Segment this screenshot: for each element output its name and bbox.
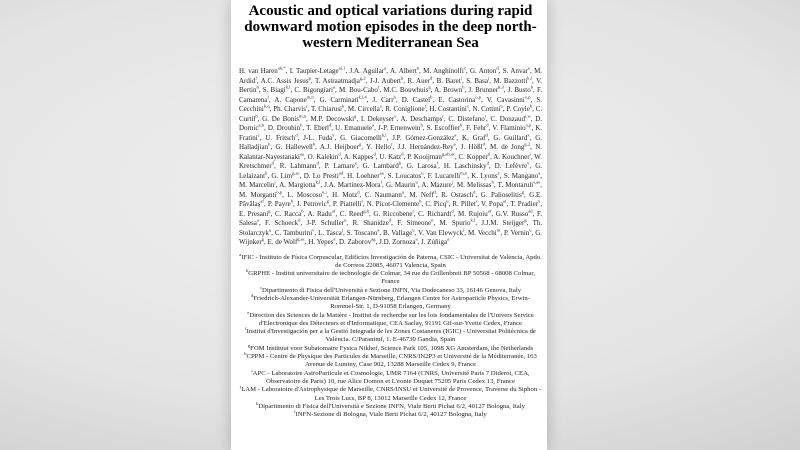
author: J. Brunner$^{h,3}$ (468, 84, 504, 94)
author: J.P. Gómez-González$^a$ (392, 132, 457, 142)
author: A. Mazure$^j$ (421, 179, 453, 189)
author: U. Fritsch$^d$ (265, 132, 298, 142)
author: P. Kooijman$^{g,ab,ac}$ (407, 151, 455, 161)
author-list: H. van Haren$^{ah,*}$, I. Taupier-Letage$^{ai,1}$, J.A. Aguilar$^a$, A. Albert$^b$, M. Anghinolfi$^c$, G. Anton$^d$, S. Anvar$^e$, M. Ardid$^f$, A.C. Assis Jesus$^g$, T. Astraatmadja$^{g,2}$, J-J. Aubert$^h$, R. Auer$^d$, B. Baret$^i$, S. Basa$^j$, M. Bazzotti$^{k,l}$, V. Bertin$^h$, S. Biagi$^{k,l}$, C. Bigongiari$^a$, M. Bou-Cabo$^f$, M.C. Bouwhuis$^g$, A. Brown$^h$, J. Brunner$^{h,3}$, J. Busto$^h$, F. Camarena$^f$, A. Capone$^{m,n}$, G. Carminati$^{k,l,4}$, J. Carr$^h$, D. Castel$^b$, E. Castorina$^{o,p}$, V. Cavasinni$^{o,p}$, S. Cecchini$^{k,q}$, Ph. Charvis$^r$, T. Chiarusi$^k$, M. Circella$^s$, R. Coniglione$^t$, H. Costantini$^c$, N. Cottini$^u$, P. Coyle$^h$, C. Curtil$^h$, G. De Bonis$^{m,n}$, M.P. Decowski$^g$, I. Dekeyser$^v$, A. Deschamps$^r$, C. Distefano$^t$, C. Donzaud$^{i,w}$, D. Dornic$^{a,h}$, D. Drouhin$^b$, T. Eberl$^d$, U. Emanuele$^a$, J-P. Ernenwein$^h$, S. Escoffier$^h$, F. Fehr$^d$, V. Flaminio$^{o,p}$, K. Fratini$^c$, U. Fritsch$^d$, J-L. Fuda$^v$, G. Giacomelli$^{k,l}$, J.P. Gómez-González$^a$, K. Graf$^d$, G. Guillard$^x$, G. Halladjian$^h$, G. Hallewell$^h$, A.J. Heijboer$^g$, Y. Hello$^r$, J.J. Hernández-Rey$^a$, J. Hößl$^d$, M. de Jong$^{g,2}$, N. Kalantar-Nayestanaki$^{aa}$, O. Kalekin$^d$, A. Kappes$^d$, U. Katz$^d$, P. Kooijman$^{g,ab,ac}$, C. Kopper$^d$, A. Kouchner$^i$, W. Kretschmer$^d$, R. Lahmann$^d$, P. Lamare$^e$, G. Lambard$^h$, G. Larosa$^f$, H. Laschinsky$^d$, D. Lefèvre$^v$, G. Lelaizant$^h$, G. Lim$^{g,ac}$, D. Lo Presti$^{ad}$, H. Loehner$^{aa}$, S. Loucatos$^u$, F. Lucarelli$^{m,n}$, K. Lyons$^x$, S. Mangano$^a$, M. Marcelin$^j$, A. Margiotta$^{k,l}$, J.A. Martinez-Mora$^f$, G. Maurin$^u$, A. Mazure$^j$, M. Melissas$^h$, T. Montaruli$^{s,ae}$, M. Morganti$^{o,p}$, L. Moscoso$^{u,i}$, H. Motz$^d$, C. Naumann$^u$, M. Neff$^d$, R. Ostasch$^d$, G. Palioselitis$^g$, G.E. Păvălaş$^{af}$, P. Payre$^h$, J. Petrovic$^g$, P. Piattelli$^t$, N. Picot-Clemente$^h$, C. Picq$^u$, R. Pillet$^r$, V. Popa$^{af}$, T. Pradier$^x$, E. Presani$^g$, C. Racca$^b$, A. Radu$^{af}$, C. Reed$^{g,h}$, G. Riccobene$^t$, C. Richardt$^d$, M. Rujoiu$^{af}$, G.V. Russo$^{ad}$, F. Salesa$^a$, F. Schoeck$^d$, J-P. Schuller$^u$, R. Shanidze$^d$, F. Simeone$^n$, M. Spurio$^{k,l}$, J.J.M. Steijger$^g$, Th. Stolarczyk$^u$, C. Tamburini$^v$, L. Tasca$^j$, S. Toscano$^a$, B. Vallage$^u$, V. Van Elewyck$^i$, M. Vecchi$^m$, P. Vernin$^u$, G. Wijnker$^g$, E. de Wolf$^{g,ac}$, H. Yepes$^a$, D. Zaborov$^{ag}$, J.D. Zornoza$^a$, J. Zúñiga$^a$ (239, 65, 543, 246)
author: C. Distefano$^t$ (448, 113, 487, 123)
author: K. Fratini$^c$ (239, 124, 543, 142)
author: M. Neff$^d$ (409, 189, 436, 199)
author: J-L. Fuda$^v$ (303, 132, 335, 142)
author: R. Ostasch$^d$ (441, 189, 476, 199)
author: D. Lefèvre$^v$ (494, 160, 530, 170)
author: A. Margiotta$^{k,l}$ (279, 179, 321, 189)
author: G. Larosa$^f$ (406, 160, 439, 170)
affiliation: $^d$Friedrich-Alexander-Universität Erlangen-Nürnberg, Erlangen Centre for Astroparticle Physics, Erwin-Rommel-Str. 1, D-91058 Erlangen, Germany (251, 292, 530, 311)
author: J. Petrovic$^g$ (296, 198, 330, 208)
author: G. Riccobene$^t$ (373, 208, 414, 218)
author: F. Fehr$^d$ (466, 122, 489, 132)
author: C. Curtil$^h$ (239, 105, 543, 123)
author: G. Anton$^d$ (470, 65, 499, 75)
affiliation: $^a$IFIC - Instituto de Física Corpuscular, Edificios Investigación de Paterna, CSIC - Universitat de València, Apdo. de Correos 22085, 46071 Valencia, Spain (239, 251, 542, 269)
author: P. Piattelli$^t$ (332, 198, 363, 208)
author: M. Vecchi$^m$ (467, 227, 501, 237)
author: F. Simeone$^n$ (397, 217, 434, 227)
author: M. Marcelin$^j$ (239, 179, 276, 189)
author: N. Kalantar-Nayestanaki$^{aa}$ (239, 143, 543, 161)
author: D. Dornic$^{a,h}$ (239, 114, 543, 132)
author: H. Loehner$^{aa}$ (347, 170, 384, 180)
author: S. Mangano$^a$ (503, 170, 541, 180)
author: A. Albert$^b$ (389, 65, 419, 75)
author: M. Spurio$^{k,l}$ (439, 217, 476, 227)
author: J. Busto$^h$ (507, 84, 534, 94)
affiliation: $^j$LAM - Laboratoire d'Astrophysique de Marseille, CNRS/INSU et Université de Provence, Traverse du Siphon - Les Trois Lucs, BP 8, 13012 Marseille Cedex 12, France (239, 384, 542, 402)
author: G.E. Păvălaş$^{af}$ (239, 190, 543, 208)
author: V. Cavasinni$^{o,p}$ (486, 94, 531, 104)
author: G. Lelaizant$^h$ (239, 162, 543, 180)
author: Ph. Charvis$^r$ (273, 103, 308, 113)
author: E. Castorina$^{o,p}$ (438, 94, 481, 104)
author: J.J. Hernández-Rey$^a$ (397, 141, 456, 151)
author: U. Katz$^d$ (379, 151, 404, 161)
author: A. Kouchner$^i$ (493, 151, 531, 161)
author: Y. Hello$^r$ (366, 141, 393, 151)
author: A. Kappes$^d$ (343, 151, 376, 161)
author: F. Camarena$^f$ (239, 86, 543, 104)
affiliation: $^l$INFN-Sezione di Bologna, Viale Berti Pichat 6/2, 40127 Bologna, Italy (294, 408, 487, 419)
author: M. de Jong$^{g,2}$ (489, 141, 531, 151)
author: P. Payre$^h$ (267, 198, 293, 208)
author: O. Kalekin$^d$ (307, 151, 341, 161)
author: G. Guillard$^x$ (493, 132, 530, 142)
author: R. Lahmann$^d$ (279, 160, 319, 170)
author: J. Zúñiga$^a$ (421, 236, 450, 246)
author: S. Cecchini$^{k,q}$ (239, 95, 543, 113)
author: T. Chiarusi$^k$ (310, 103, 345, 113)
author: D. Castel$^b$ (401, 94, 433, 104)
author: A. Brown$^h$ (434, 84, 465, 94)
author: M. Anghinolfi$^c$ (423, 65, 466, 75)
author: C. Reed$^{g,h}$ (339, 208, 369, 218)
author: S. Anvar$^e$ (502, 65, 530, 75)
author: A. Radu$^{af}$ (307, 208, 336, 218)
author: J.A. Aguilar$^a$ (349, 65, 387, 75)
affiliation: $^h$CPPM - Centre de Physique des Particules de Marseille, CNRS/IN2P3 et Université de la Méditerranée, 163 Avenue de Luminy, Case 902, 13288 Marseille Cedex 9, France (244, 350, 537, 369)
author: C. Racca$^b$ (275, 208, 304, 218)
author: C. Bigongiari$^a$ (294, 84, 335, 94)
author: M.P. Decowski$^g$ (310, 113, 357, 123)
author: J.J.M. Steijger$^g$ (481, 217, 527, 227)
author: T. Eberl$^d$ (306, 122, 332, 132)
author: V. Van Elewyck$^i$ (418, 227, 465, 237)
author: M. Rujoiu$^{af}$ (458, 208, 492, 218)
author: F. Schoeck$^d$ (265, 217, 301, 227)
author: K. Graf$^d$ (461, 132, 488, 142)
author: J-J. Aubert$^h$ (369, 75, 404, 85)
affiliation: $^e$Direction des Sciences de la Matière - Institut de recherche sur les lois fondamentales de l'Univers Service d'Electronique des Détecteurs et d'Informatique, CEA Saclay, 91191 Gif-sur-Yvette Cedex, France (247, 309, 534, 327)
author: C. Naumann$^u$ (364, 189, 405, 199)
author: H. van Haren$^{ah,*}$ (239, 65, 286, 75)
author: S. Loucatos$^u$ (387, 170, 424, 180)
author: K. Lyons$^x$ (471, 170, 500, 180)
author: J.D. Zornoza$^a$ (379, 236, 418, 246)
author: D. Drouhin$^b$ (267, 122, 303, 132)
author: C. Tamburini$^v$ (274, 227, 315, 237)
author: G. Lim$^{g,ac}$ (271, 170, 300, 180)
affiliation: $^c$Dipartimento di Fisica dell'Università e Sezione INFN, Via Dodecaneso 33, 16146 Genova, Italy (259, 284, 522, 294)
author: P. Lamare$^e$ (324, 160, 357, 170)
author: S. Biagi$^{k,l}$ (262, 84, 291, 94)
author: H. Motz$^d$ (332, 189, 360, 199)
author: R. Shanidze$^d$ (352, 217, 392, 227)
author: G. Carminati$^{k,l,4}$ (319, 94, 367, 104)
author: S. Basa$^j$ (466, 75, 490, 85)
author: C. Picq$^u$ (425, 198, 449, 208)
author: G. Palioselitis$^g$ (480, 189, 524, 199)
author: C. Donzaud$^{i,w}$ (490, 113, 531, 123)
author: P. Vernin$^u$ (503, 227, 532, 237)
author: T. Montaruli$^{s,ae}$ (497, 179, 541, 189)
author: W. Kretschmer$^d$ (239, 152, 543, 170)
author: G.V. Russo$^{ad}$ (495, 208, 533, 218)
author: R. Pillet$^r$ (452, 198, 478, 208)
author: E. Presani$^g$ (239, 208, 271, 218)
author: J.A. Martinez-Mora$^f$ (324, 179, 383, 189)
author: E. de Wolf$^{g,ac}$ (267, 236, 305, 246)
affiliation: $^i$APC - Laboratoire AstroParticule et Cosmologie, UMR 7164 (CNRS, Université Paris 7 Diderot, CEA, Observatoire de Paris) 10, rue Alice Domon et L'eonie Duquet 75205 Paris Cedex 13, France (251, 367, 530, 385)
affiliation-list (239, 251, 542, 420)
author: M. Morganti$^{o,p}$ (239, 189, 283, 199)
author: R. Auer$^d$ (407, 75, 433, 85)
author: D. Zaborov$^{ag}$ (338, 236, 376, 246)
affiliation: $^b$GRPHE - Institut universitaire de technologie de Colmar, 34 rue du Grillenbreit BP 50568 - 68008 Colmar, France (245, 267, 536, 286)
author: P. Coyle$^h$ (506, 103, 533, 113)
author: G. Maurin$^u$ (385, 179, 418, 189)
author: I. Taupier-Letage$^{ai,1}$ (289, 65, 346, 75)
author: H. Laschinsky$^d$ (443, 160, 489, 170)
author: M. Melissas$^h$ (456, 179, 494, 189)
affiliation: $^g$FOM Instituut voor Subatomaire Fysica Nikhef, Science Park 105, 1098 XG Amsterdam, the Netherlands (247, 342, 534, 352)
paper-page (231, 0, 547, 450)
author: G. Halladjian$^h$ (239, 133, 543, 151)
author: B. Vallage$^u$ (383, 227, 415, 237)
author: M. Bazzotti$^{k,l}$ (493, 75, 532, 85)
author: C. Richardt$^d$ (418, 208, 454, 218)
author: G. Giacomelli$^{k,l}$ (340, 132, 387, 142)
affiliation: $^f$Institut d'Investigación per a la Gestió Integrada de les Zones Costaneres (IGIC) - Universitat Politècnica de València. C/Paranimf, 1. E-46730 Gandia, Spain (245, 325, 536, 344)
author: G. Wijnker$^g$ (239, 228, 543, 246)
author: A.J. Heijboer$^g$ (319, 141, 362, 151)
paper-title: Acoustic and optical variations during rapid downward motion episodes in the deep north-western Mediterranean Sea (244, 3, 537, 51)
author: R. Coniglione$^t$ (385, 103, 426, 113)
author: N. Picot-Clemente$^h$ (366, 198, 422, 208)
author: I. Dekeyser$^v$ (360, 113, 397, 123)
author: C. Kopper$^d$ (458, 151, 491, 161)
author: A.C. Assis Jesus$^g$ (260, 75, 311, 85)
author: V. Flaminio$^{o,p}$ (492, 122, 532, 132)
author: U. Emanuele$^a$ (335, 122, 375, 132)
author: G. Hallewell$^h$ (275, 141, 316, 151)
author: S. Escoffier$^h$ (426, 122, 463, 132)
author: G. Lambard$^h$ (362, 160, 401, 170)
author: M. Bou-Cabo$^f$ (338, 84, 380, 94)
author: S. Toscano$^a$ (346, 227, 380, 237)
author: T. Astraatmadja$^{g,2}$ (314, 75, 366, 85)
author: D. Lo Presti$^{ad}$ (303, 170, 344, 180)
author: J. Hößl$^d$ (460, 141, 485, 151)
author: M. Ardid$^f$ (239, 67, 543, 85)
author: L. Moscoso$^{u,i}$ (287, 189, 327, 199)
author: B. Baret$^i$ (436, 75, 462, 85)
author: Th. Stolarczyk$^u$ (239, 219, 543, 237)
author: M.C. Bouwhuis$^g$ (383, 84, 431, 94)
author: H. Yepes$^a$ (308, 236, 336, 246)
author: G. De Bonis$^{m,n}$ (262, 113, 306, 123)
author: A. Capone$^{m,n}$ (274, 94, 314, 104)
author: J-P. Ernenwein$^h$ (378, 122, 423, 132)
author: F. Lucarelli$^{m,n}$ (427, 170, 468, 180)
author: V. Popa$^{af}$ (480, 198, 507, 208)
author: V. Bertin$^h$ (239, 76, 543, 94)
author: N. Cottini$^u$ (472, 103, 503, 113)
author: L. Tasca$^j$ (318, 227, 344, 237)
author: M. Circella$^s$ (347, 103, 382, 113)
author: T. Pradier$^x$ (510, 198, 541, 208)
author: J-P. Schuller$^u$ (306, 217, 347, 227)
author: A. Deschamps$^r$ (400, 113, 444, 123)
affiliation: $^k$Dipartimento di Fisica dell'Università e Sezione INFN, Viale Berti Pichat 6/2, 40127 Bologna, Italy (256, 400, 525, 410)
author: H. Costantini$^c$ (429, 103, 469, 113)
author: F. Salesa$^a$ (239, 209, 543, 227)
author: J. Carr$^h$ (372, 94, 396, 104)
